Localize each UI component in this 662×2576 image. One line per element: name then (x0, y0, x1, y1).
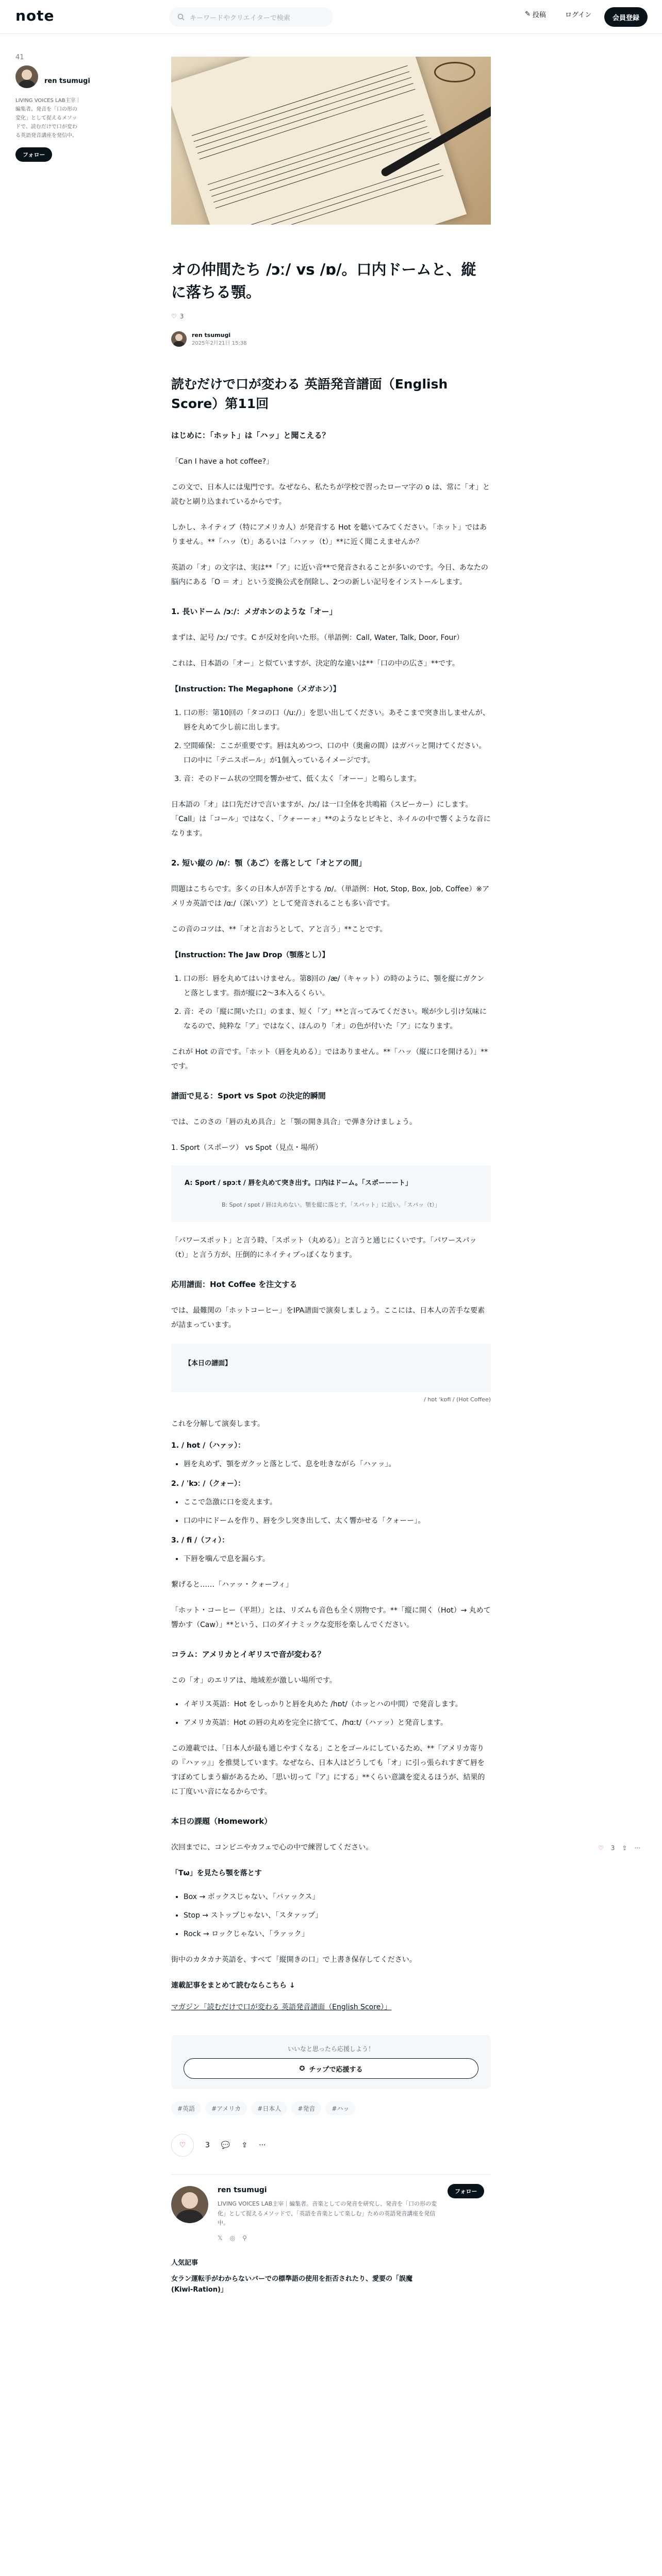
paragraph: 「Can I have a hot coffee?」 (171, 457, 274, 466)
sidebar-count: 41 (15, 54, 24, 61)
author-box-follow-button[interactable]: フォロー (448, 2184, 484, 2198)
list-item: • Stop → ストップじゃない、「スタァップ」 (184, 1908, 491, 1923)
author-avatar[interactable] (171, 331, 187, 347)
score-caption: / hɒt ˈkɒfi / (Hot Coffee) (424, 1396, 491, 1403)
search-icon (177, 13, 185, 21)
search-input[interactable] (169, 7, 333, 27)
floating-action-bar (598, 1844, 640, 1852)
list-item: • Rock → ロックじゃない、「ラァック」 (184, 1927, 491, 1941)
list-item: 3. 音：そのドーム状の空間を響かせて、低く太く「オーー」と鳴らします。 (184, 772, 491, 786)
paragraph: 次回までに、コンビニやカフェで心の中で練習してください。 (171, 1843, 373, 1852)
tip-label: チップで応援する (309, 2065, 363, 2074)
section-heading: コラム：アメリカとイギリスで音が変わる？ (171, 1650, 325, 1659)
author-box-name[interactable]: ren tsumugi (218, 2186, 267, 2194)
login-button[interactable]: ログイン (565, 11, 592, 19)
sidebar-bio: LIVING VOICES LAB主宰｜編集者。発音を「口の形の変化」として捉えるメソッドで、読むだけで口が変わる英語発音講座を発信中。 (15, 98, 81, 139)
share-icon[interactable]: ⇪ (622, 1844, 627, 1852)
author-box-bio: LIVING VOICES LAB主宰｜編集者。音楽としての発音を研究し、発音を「口の形の変化」として捉えるメソッドで、「英語を音楽として楽しむ」ための英語発音講座を発信中。 (218, 2200, 437, 2227)
author-box-avatar[interactable] (171, 2186, 208, 2223)
social-links (218, 2234, 491, 2242)
tag[interactable]: #ハッ (325, 2102, 355, 2115)
paragraph: これが Hot の音です。「ホット（唇を丸める）」ではありません。**「ハッ（縦に口を開ける）」**です。 (171, 1048, 488, 1071)
tag[interactable]: #アメリカ (205, 2102, 247, 2115)
breakdown (171, 1438, 491, 1566)
instruction-heading: 【Instruction: The Megaphone（メガホン）】 (171, 685, 340, 693)
section-heading: 応用譜面：Hot Coffee を注文する (171, 1280, 297, 1289)
instruction-heading: 【Instruction: The Jaw Drop（顎落とし）】 (171, 951, 329, 959)
author-box (171, 2174, 491, 2242)
like-row (171, 313, 491, 320)
list-item: 2. 空間確保：ここが重要です。唇は丸めつつ、口の中（奥歯の間）はガバッと開けてください。口の中に「テニスボール」が1個入っているイメージです。 (184, 739, 491, 768)
list-item: • イギリス英語：Hot をしっかりと唇を丸めた /hɒt/（ホッとハの中間）で発音します。 (184, 1697, 491, 1711)
paragraph: 繋げると……「ハァッ・クォーフィ」 (171, 1581, 293, 1589)
comparison-quote (171, 1165, 491, 1222)
list-item: • 下唇を噛んで息を漏らす。 (184, 1552, 491, 1566)
tag[interactable]: #発音 (291, 2102, 321, 2115)
tag-list (171, 2102, 491, 2115)
post-button[interactable] (525, 9, 546, 19)
support-box (171, 2035, 491, 2089)
bottom-like-count: 3 (205, 2141, 210, 2149)
follow-button[interactable]: フォロー (15, 147, 52, 162)
section-heading: 1. 長いドーム /ɔː/：メガホンのような「オー」 (171, 607, 337, 616)
magazine-link[interactable]: マガジン「読むだけで口が変わる 英語発音譜面（English Score）」 (171, 2003, 392, 2011)
instruction-list (171, 972, 491, 1033)
comment-icon[interactable]: 💬 (221, 2141, 230, 2149)
article-title: オの仲間たち /ɔː/ vs /ɒ/。口内ドームと、縦に落ちる顎。 (171, 261, 476, 301)
paragraph: では、最難関の「ホットコーヒー」をIPA譜面で演奏しましょう。ここには、日本人の苦手な要素が詰まっています。 (171, 1307, 485, 1329)
list-item: • Box → ボックスじゃない、「バァックス」 (184, 1890, 491, 1904)
floating-like-count: 3 (610, 1844, 615, 1852)
author-row (171, 331, 491, 347)
action-bar (171, 2134, 491, 2157)
paragraph: まずは、記号 /ɔː/ です。C が反対を向いた形。（単語例：Call, Water, Talk, Door, Four） (171, 634, 464, 642)
section-heading: 本日の課題（Homework） (171, 1817, 272, 1826)
hero-image (171, 57, 491, 225)
post-date: 2025年2月21日 15:38 (192, 341, 247, 346)
note-logo[interactable]: note (15, 7, 55, 24)
paragraph: 問題はこちらです。多くの日本人が苦手とする /ɒ/。（単語例：Hot, Stop, Box, Job, Coffee）※アメリカ英語では /ɑː/（深いア）として発音されることも多い音です。 (171, 885, 490, 908)
tag[interactable]: #日本人 (251, 2102, 287, 2115)
list-item: 1. 口の形：第10回の「タコの口（/uː/）」を思い出してください。あそこまで突き出しませんが、唇を丸めて少し前に出します。 (184, 706, 491, 735)
paragraph: 「パワースポット」と言う時、「スポット（丸める）」と言うと通じにくいです。「パワースパッ（t）」と言う方が、圧倒的にネイティブっぽくなります。 (171, 1236, 477, 1259)
paragraph: この文で、日本人には鬼門です。なぜなら、私たちが学校で習ったローマ字の o は、常に「オ」と読むと刷り込まれているからです。 (171, 483, 490, 506)
heart-icon[interactable]: ♡ (598, 1844, 604, 1852)
quote-title: A: Sport / spɔːt / 唇を丸めて突き出す。口内はドーム。「スポーーート」 (185, 1179, 412, 1187)
homework-subheading: 「Tω」を見たら顎を落とす (171, 1869, 262, 1877)
paragraph: 英語の「オ」の文字は、実は**「ア」に近い音**で発音されることが多いのです。今日、あなたの脳内にある「O ＝ オ」という変換公式を削除し、2つの新しい記号をインストールします。 (171, 564, 488, 586)
heart-icon: ♡ (179, 2141, 186, 2149)
x-icon[interactable]: 𝕏 (218, 2234, 223, 2242)
support-text: いいなと思ったら応援しよう！ (287, 2045, 374, 2053)
list-item: 2. 音：その「縦に開いた口」のまま、短く「ア」**と言ってみてください。喉が少し引け気味になるので、純粋な「ア」ではなく、ほんのり「オ」の色が付いた「ア」になります。 (184, 1005, 491, 1033)
article-heading: 読むだけで口が変わる 英語発音譜面（English Score）第11回 (171, 377, 448, 411)
list-item: • ここで急激に口を変えます。 (184, 1495, 491, 1510)
share-icon[interactable]: ⇪ (241, 2141, 248, 2149)
series-label: 連載記事をまとめて読むならこちら ↓ (171, 1981, 295, 1990)
list-item: 1. 口の形：唇を丸めてはいけません。第8回の /æ/（キャット）の時のように、顎を縦にガクンと落とします。指が縦に2〜3本入るくらい。 (184, 972, 491, 1001)
column-list (171, 1697, 491, 1730)
article (171, 57, 491, 2296)
paragraph: これは、日本語の「オー」と似ていますが、決定的な違いは**「口の中の広さ」**です。 (171, 659, 459, 668)
breakdown-heading: 3. / fi /（フィ）： (171, 1536, 229, 1545)
homework-list (171, 1890, 491, 1941)
paragraph: 日本語の「オ」は口先だけで言いますが、/ɔː/ は一口全体を共鳴箱（スピーカー）にします。「Call」は「コール」ではなく、「クォーーォ」**のようなヒビキと、ネイルの中で響くような音になります。 (171, 801, 491, 838)
instruction-list (171, 706, 491, 786)
breakdown-heading: 1. / hot /（ハァッ）： (171, 1442, 245, 1450)
section-heading: 2. 短い縦の /ɒ/：顎（あご）を落として「オとアの間」 (171, 858, 367, 868)
popular-article-link[interactable]: 女ラン運転手がわからないバーでの標準語の使用を拒否されたり、愛要の「誤魔(Kiwi-Ration)」 (171, 2275, 413, 2294)
breakdown-heading: 2. / ˈkɔː /（クォー）： (171, 1480, 245, 1488)
instagram-icon[interactable]: ◎ (229, 2234, 236, 2242)
author-name[interactable]: ren tsumugi (192, 332, 231, 338)
paragraph: 1. Sport（スポーツ） vs Spot（見点・場所） (171, 1144, 323, 1152)
sidebar (15, 54, 90, 162)
list-item: • 唇を丸めず、顎をガクッと落として、息を吐きながら「ハァッ」。 (184, 1457, 491, 1471)
section-heading: 譜面で見る：Sport vs Spot の決定的瞬間 (171, 1091, 326, 1100)
score-box: 【本日の譜面】 (171, 1344, 491, 1392)
paragraph: 街中のカタカナ英語を、すべて「縦開きの口」で上書き保存してください。 (171, 1956, 417, 1964)
sidebar-author-name[interactable]: ren tsumugi (44, 77, 90, 85)
list-item: • アメリカ英語：Hot の唇の丸めを完全に捨てて、/hɑːt/（ハァッ）と発音します。 (184, 1716, 491, 1730)
search-placeholder: キーワードやクリエイターで検索 (190, 14, 290, 22)
register-button[interactable]: 会員登録 (604, 7, 648, 27)
more-icon[interactable]: ··· (259, 2141, 266, 2149)
article-body (171, 375, 491, 2014)
paragraph: しかし、ネイティブ（特にアメリカ人）が発音する Hot を聴いてみてください。「ホット」ではありません。**「ハッ（t）」あるいは「ハァッ（t）」**に近く聞こえませんか？ (171, 523, 487, 546)
tip-icon: ✪ (299, 2064, 305, 2073)
more-icon[interactable]: ··· (634, 1844, 640, 1852)
post-label: 投稿 (532, 11, 546, 19)
pen-icon: ✎ (525, 10, 531, 18)
paragraph: この連載では、「日本人が最も通じやすくなる」ことをゴールにしているため、**「アメリカ寄りの『ハァッ』」を推奨しています。なぜなら、日本人はどうしても「オ」に引っ張られすぎて唇をすぼめてしまう癖があるため、「思い切って『ア』にする」**くらい意識を変えるほうが、結果的に丁度いい音になるからです。 (171, 1744, 485, 1796)
list-item: • 口の中にドームを作り、唇を少し突き出して、太く響かせる「クォーー」。 (184, 1514, 491, 1528)
popular-label: 人気記事 (171, 2259, 198, 2267)
like-button[interactable] (171, 2134, 194, 2157)
link-icon[interactable]: ⚲ (242, 2234, 247, 2242)
paragraph: 「ホット・コーヒー（平坦）」とは、リズムも音色も全く別物です。**「縦に開く（Hot）→ 丸めて響かす（Caw）」**という、口のダイナミックな変形を楽しんでください。 (171, 1606, 491, 1629)
tag[interactable]: #英語 (171, 2102, 201, 2115)
paragraph: これを分解して演奏します。 (171, 1420, 264, 1428)
site-header (0, 0, 662, 34)
section-heading: はじめに：「ホット」は「ハッ」と聞こえる？ (171, 431, 330, 440)
like-count: 3 (179, 313, 184, 320)
heart-icon[interactable]: ♡ (171, 313, 177, 320)
paragraph: この「オ」のエリアは、地域差が激しい場所です。 (171, 1676, 337, 1685)
avatar[interactable] (15, 65, 38, 88)
tip-button[interactable] (184, 2058, 478, 2079)
paragraph: この音のコツは、**「オと言おうとして、アと言う」**ことです。 (171, 925, 387, 934)
quote-sub: B: Spot / spɒt / 唇は丸めない。顎を縦に落とす。「スパット」に近い。「スパッ（t）」 (221, 1201, 441, 1208)
paragraph: では、このさの「唇の丸め具合」と「顎の開き具合」で弾き分けましょう。 (171, 1118, 417, 1126)
